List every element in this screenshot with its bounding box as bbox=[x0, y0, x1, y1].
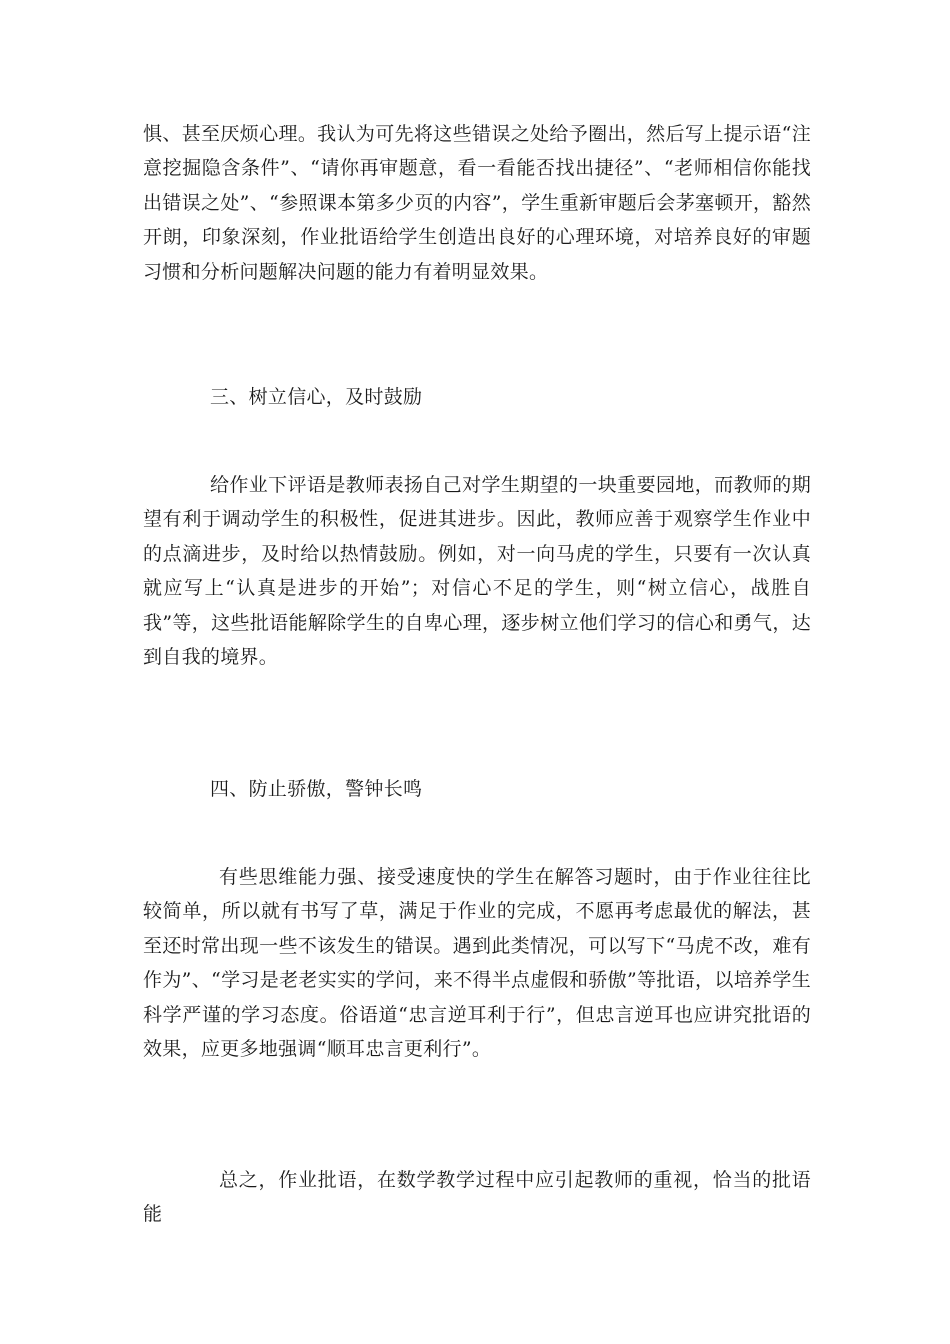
section-heading-4: 四、防止骄傲，警钟长鸣 bbox=[210, 778, 423, 800]
paragraph-continuation: 惧、甚至厌烦心理。我认为可先将这些错误之处给予圈出，然后写上提示语“注意挖掘隐含条件”、“请你再审题意，看一看能否找出捷径”、“老师相信你能找出错误之处”、“参照课本第多少页的内容”，学生重新审题后会茅塞顿开，豁然开朗，印象深刻，作业批语给学生创造出良好的心理环境，对培养良好的审题习惯和分析问题解决问题的能力有着明显效果。 bbox=[143, 123, 811, 283]
paragraph-encouragement: 给作业下评语是教师表扬自己对学生期望的一块重要园地，而教师的期望有利于调动学生的积极性，促进其进步。因此，教师应善于观察学生作业中的点滴进步，及时给以热情鼓励。例如，对一向马虎的学生，只要有一次认真就应写上“认真是进步的开始”；对信心不足的学生，则“树立信心，战胜自我”等，这些批语能解除学生的自卑心理，逐步树立他们学习的信心和勇气，达到自我的境界。 bbox=[143, 474, 811, 669]
paragraph-conclusion: 总之，作业批语，在数学教学过程中应引起教师的重视，恰当的批语能 bbox=[143, 1169, 811, 1226]
paragraph-prevent-arrogance: 有些思维能力强、接受速度快的学生在解答习题时，由于作业往往比较简单，所以就有书写了草，满足于作业的完成，不愿再考虑最优的解法，甚至还时常出现一些不该发生的错误。遇到此类情况，可以写下“马虎不改，难有作为”、“学习是老老实实的学问，来不得半点虚假和骄傲”等批语，以培养学生科学严谨的学习态度。俗语道“忠言逆耳利于行”，但忠言逆耳也应讲究批语的效果，应更多地强调“顺耳忠言更利行”。 bbox=[143, 866, 811, 1061]
section-heading-3: 三、树立信心，及时鼓励 bbox=[210, 386, 423, 408]
